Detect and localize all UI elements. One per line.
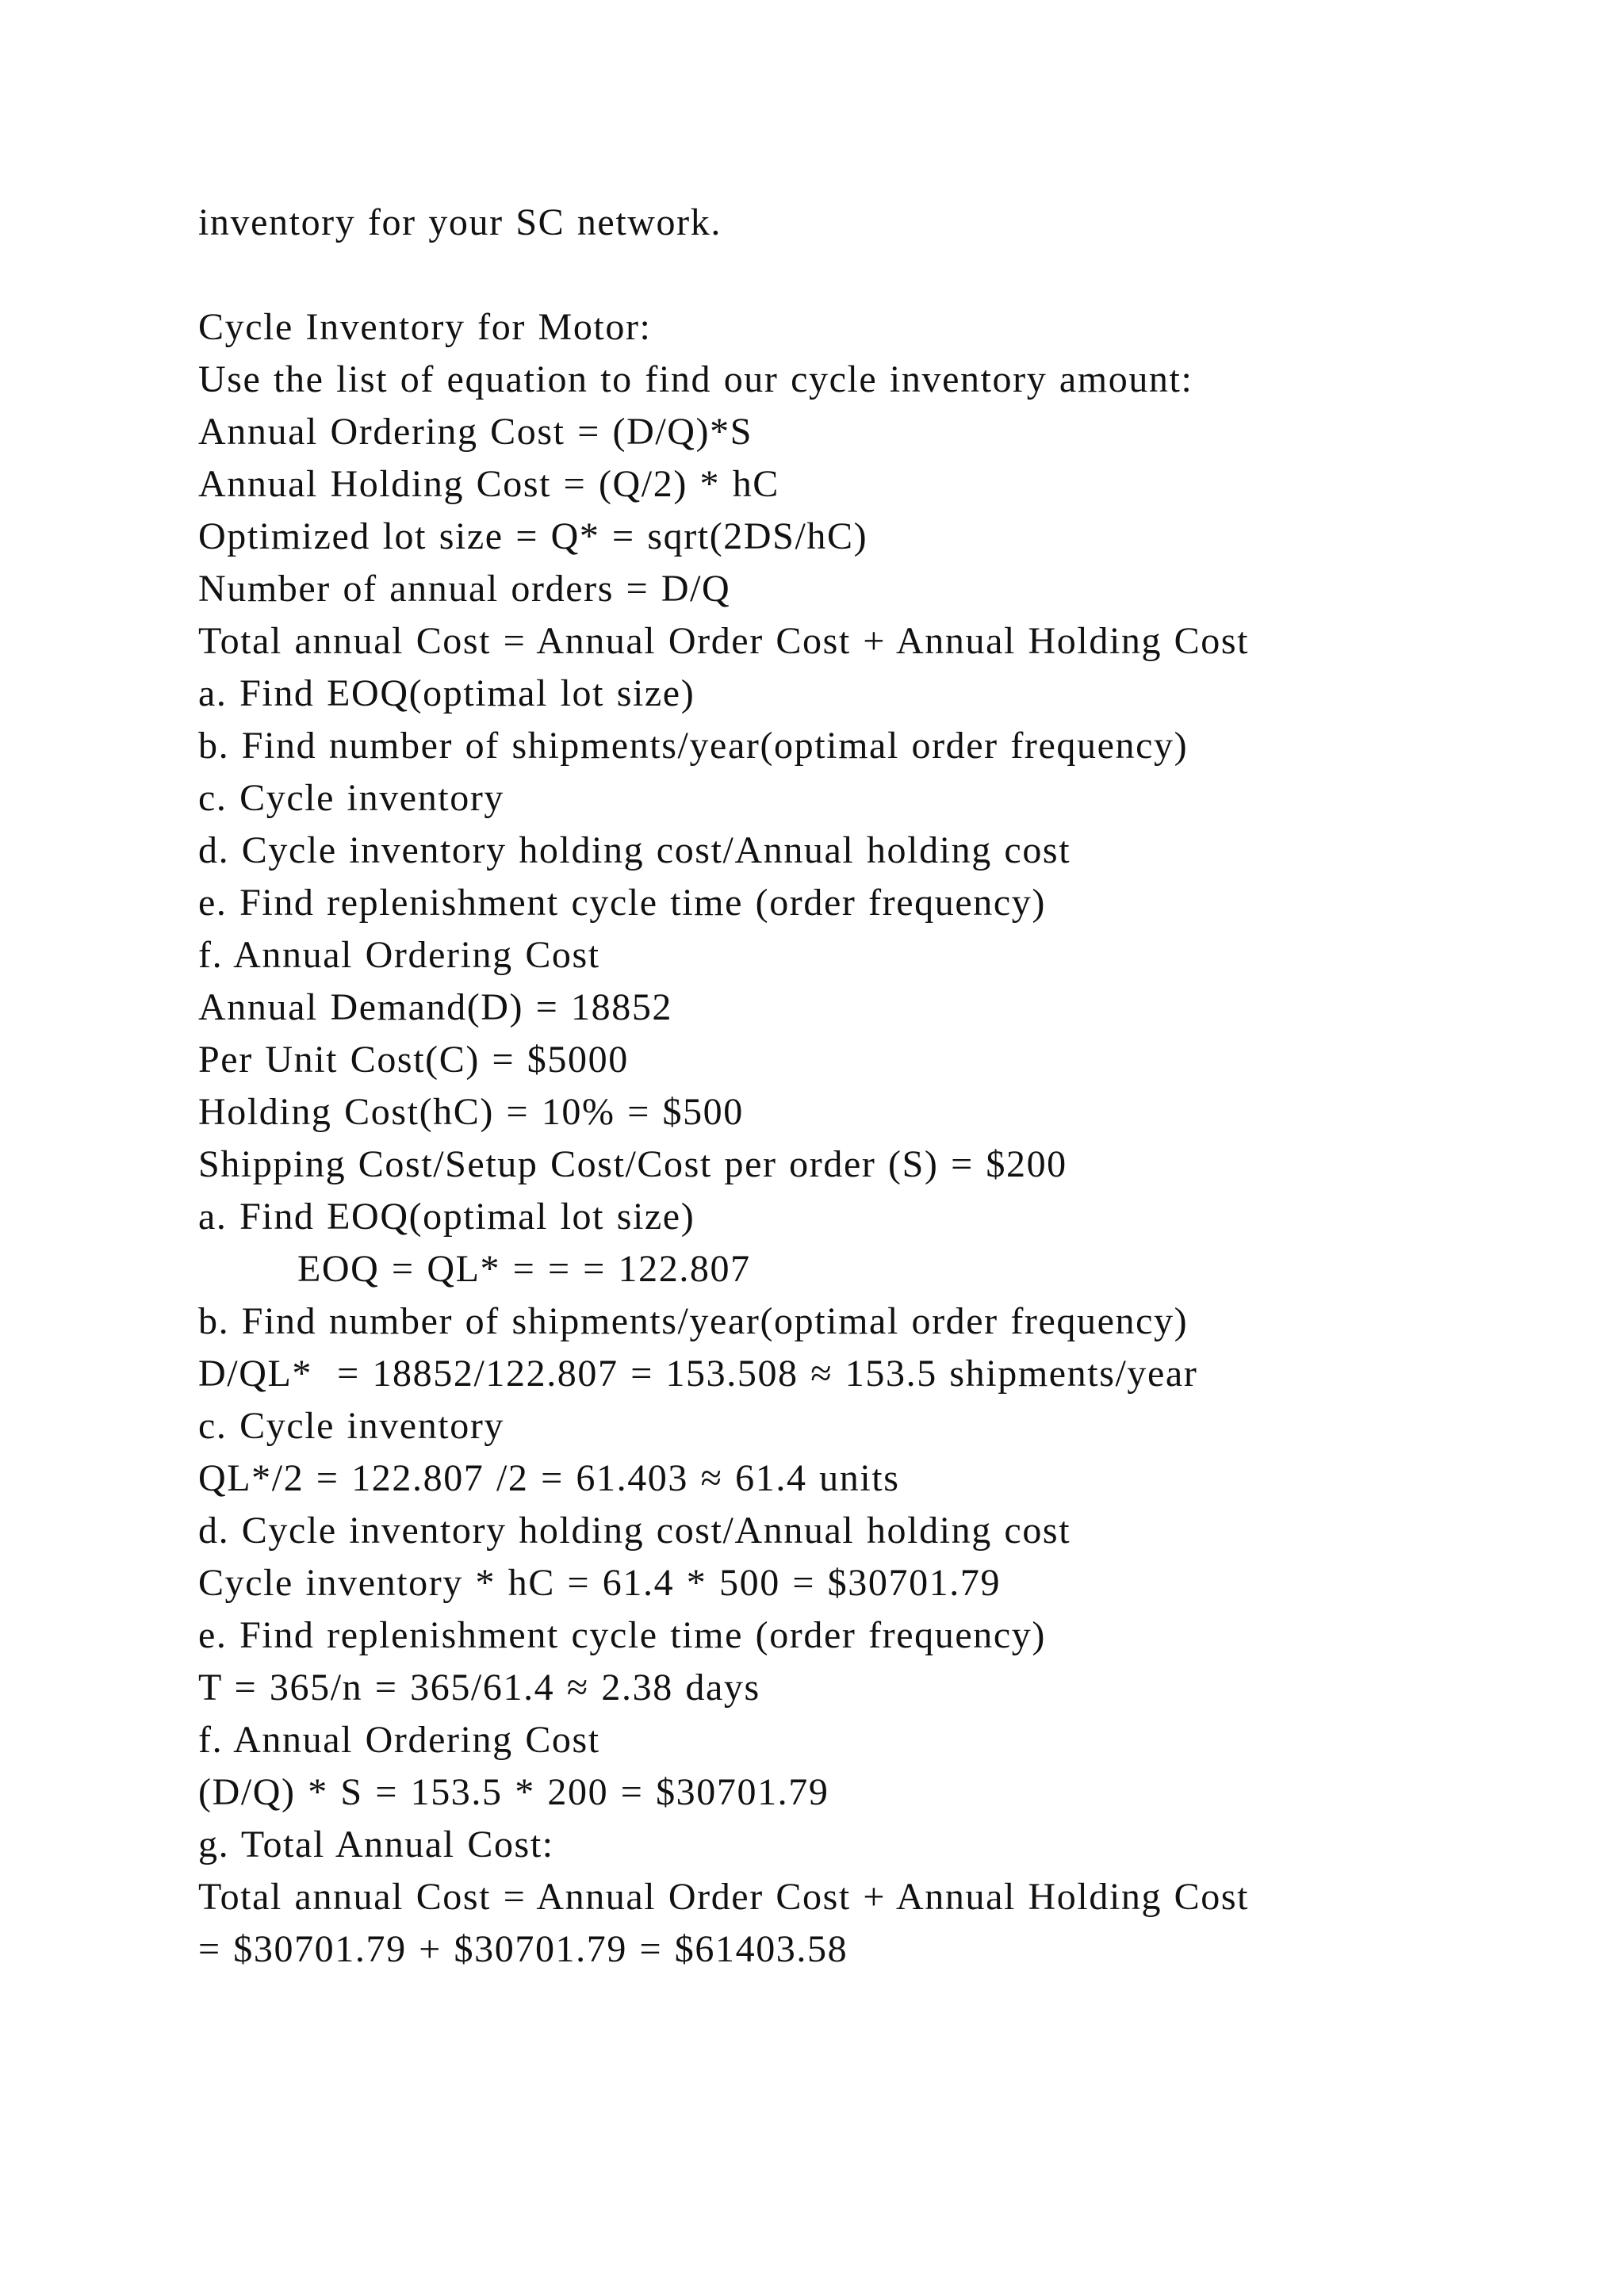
answer-line: T = 365/n = 365/61.4 ≈ 2.38 days: [198, 1667, 760, 1709]
given-value: Annual Demand(D) = 18852: [198, 986, 673, 1028]
given-value: Holding Cost(hC) = 10% = $500: [198, 1091, 744, 1133]
question-item: f. Annual Ordering Cost: [198, 934, 600, 976]
answer-line: (D/Q) * S = 153.5 * 200 = $30701.79: [198, 1771, 829, 1813]
question-item: a. Find EOQ(optimal lot size): [198, 672, 695, 714]
answer-heading: c. Cycle inventory: [198, 1405, 505, 1447]
given-value: Shipping Cost/Setup Cost/Cost per order (S) = $200: [198, 1143, 1067, 1185]
answer-line: = $30701.79 + $30701.79 = $61403.58: [198, 1928, 848, 1970]
text-line: inventory for your SC network.: [198, 201, 722, 243]
blank-line: [198, 249, 1546, 301]
question-item: d. Cycle inventory holding cost/Annual holding cost: [198, 829, 1071, 871]
question-item: e. Find replenishment cycle time (order frequency): [198, 882, 1046, 924]
text-line: Use the list of equation to find our cycle inventory amount:: [198, 358, 1193, 400]
given-value: Per Unit Cost(C) = $5000: [198, 1039, 629, 1081]
answer-line: D/QL* = 18852/122.807 = 153.508 ≈ 153.5 shipments/year: [198, 1353, 1198, 1395]
formula-line: Number of annual orders = D/Q: [198, 568, 731, 610]
document-body: [198, 197, 1546, 1976]
answer-line: QL*/2 = 122.807 /2 = 61.403 ≈ 61.4 units: [198, 1457, 900, 1499]
formula-line: Total annual Cost = Annual Order Cost + Annual Holding Cost: [198, 620, 1250, 662]
section-heading: Cycle Inventory for Motor:: [198, 306, 652, 348]
formula-line: Annual Ordering Cost = (D/Q)*S: [198, 411, 753, 453]
formula-line: Annual Holding Cost = (Q/2) * hC: [198, 463, 779, 505]
answer-heading: d. Cycle inventory holding cost/Annual holding cost: [198, 1510, 1071, 1552]
answer-heading: e. Find replenishment cycle time (order frequency): [198, 1614, 1046, 1656]
question-item: b. Find number of shipments/year(optimal order frequency): [198, 725, 1189, 767]
answer-line: EOQ = QL* = = = 122.807: [297, 1248, 751, 1290]
answer-heading: f. Annual Ordering Cost: [198, 1719, 600, 1761]
answer-heading: g. Total Annual Cost:: [198, 1823, 554, 1866]
question-item: c. Cycle inventory: [198, 777, 505, 819]
formula-line: Optimized lot size = Q* = sqrt(2DS/hC): [198, 515, 868, 557]
answer-line: Cycle inventory * hC = 61.4 * 500 = $30701.79: [198, 1562, 1002, 1604]
answer-heading: a. Find EOQ(optimal lot size): [198, 1196, 695, 1238]
answer-line: Total annual Cost = Annual Order Cost + Annual Holding Cost: [198, 1876, 1250, 1918]
answer-heading: b. Find number of shipments/year(optimal order frequency): [198, 1300, 1189, 1342]
